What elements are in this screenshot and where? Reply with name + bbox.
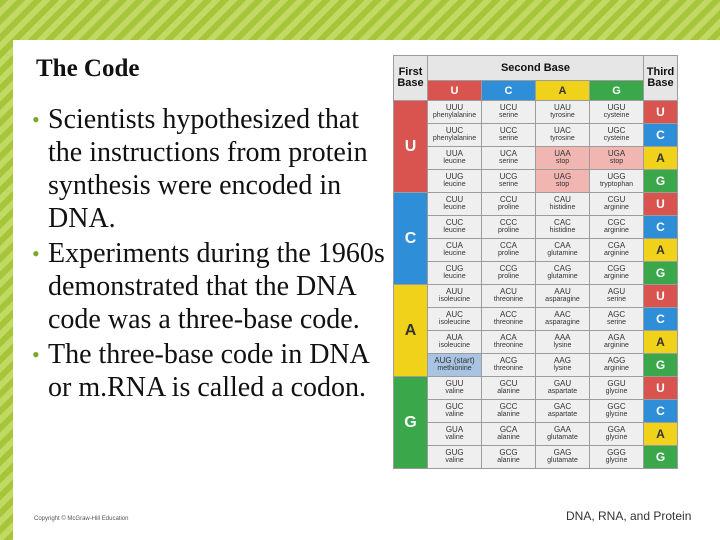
codon-label: GGC	[607, 402, 626, 411]
table-row	[394, 170, 678, 193]
codon-label: UCU	[499, 103, 518, 112]
third-base-g: G	[644, 262, 678, 285]
table-row	[394, 216, 678, 239]
codon-cell	[536, 147, 590, 170]
amino-acid-label: valine	[445, 434, 464, 441]
codon-label: GUA	[445, 425, 464, 434]
codon-label: UCG	[499, 172, 518, 181]
codon-cell	[482, 170, 536, 193]
codon-cell	[536, 423, 590, 446]
codon-label: ACA	[500, 333, 517, 342]
codon-cell	[536, 377, 590, 400]
codon-label: UAC	[554, 126, 571, 135]
codon-cell	[428, 239, 482, 262]
codon-label: GCA	[499, 425, 518, 434]
amino-acid-label: aspartate	[547, 411, 578, 418]
codon-cell	[590, 331, 644, 354]
codon-label: AUC	[446, 310, 463, 319]
amino-acid-label: serine	[606, 296, 627, 303]
codon-cell	[536, 101, 590, 124]
codon-label: AGC	[607, 310, 626, 319]
codon-label: UCA	[500, 149, 517, 158]
codon-label: CCG	[499, 264, 518, 273]
bullet-list	[30, 103, 390, 406]
amino-acid-label: stop	[609, 158, 624, 165]
codon-label: UCC	[499, 126, 518, 135]
amino-acid-label: proline	[497, 273, 519, 280]
bullet-dot-icon: •	[32, 241, 40, 266]
table-row	[394, 377, 678, 400]
codon-cell	[590, 124, 644, 147]
amino-acid-label: aspartate	[547, 388, 578, 395]
codon-label: UUG	[445, 172, 464, 181]
codon-cell	[428, 423, 482, 446]
codon-label: CCU	[499, 195, 518, 204]
codon-cell	[536, 262, 590, 285]
third-base-g: G	[644, 354, 678, 377]
table-row	[394, 239, 678, 262]
amino-acid-label: cysteine	[603, 112, 630, 119]
amino-acid-label: proline	[497, 250, 519, 257]
codon-label: UGU	[607, 103, 626, 112]
amino-acid-label: leucine	[443, 227, 466, 234]
codon-label: CUA	[446, 241, 463, 250]
amino-acid-label: arginine	[604, 273, 629, 280]
codon-label: UGG	[607, 172, 626, 181]
codon-cell	[482, 446, 536, 469]
bullet-text: Experiments during the 1960s demonstrated that the DNA code was a three-base code.	[48, 238, 385, 335]
amino-acid-label: threonine	[493, 342, 524, 349]
amino-acid-label: histidine	[549, 204, 576, 211]
amino-acid-label: histidine	[549, 227, 576, 234]
codon-label: CUU	[445, 195, 464, 204]
amino-acid-label: glutamine	[547, 250, 578, 257]
amino-acid-label: asparagine	[545, 296, 580, 303]
bullet-dot-icon: •	[32, 107, 40, 132]
amino-acid-label: alanine	[497, 457, 520, 464]
codon-label: ACU	[500, 287, 517, 296]
codon-cell	[590, 147, 644, 170]
amino-acid-label: glycine	[605, 434, 628, 441]
codon-cell	[536, 170, 590, 193]
third-base-c: C	[644, 124, 678, 147]
codon-cell	[590, 423, 644, 446]
codon-label: GUC	[445, 402, 464, 411]
codon-cell	[428, 193, 482, 216]
amino-acid-label: arginine	[604, 365, 629, 372]
slide-title: The Code	[36, 55, 140, 82]
third-base-g: G	[644, 446, 678, 469]
codon-cell	[482, 308, 536, 331]
codon-cell	[536, 216, 590, 239]
codon-cell	[536, 354, 590, 377]
codon-label: UGA	[607, 149, 626, 158]
codon-cell	[590, 354, 644, 377]
codon-label: AGU	[607, 287, 626, 296]
codon-label: CUC	[445, 218, 464, 227]
table-row	[394, 446, 678, 469]
bullet-item	[30, 338, 390, 404]
amino-acid-label: arginine	[604, 250, 629, 257]
codon-label: CAG	[553, 264, 572, 273]
codon-label: CCC	[499, 218, 518, 227]
codon-cell	[428, 308, 482, 331]
codon-cell	[482, 331, 536, 354]
third-base-a: A	[644, 423, 678, 446]
codon-label: UGC	[607, 126, 626, 135]
codon-cell	[590, 446, 644, 469]
codon-label: GCU	[499, 379, 518, 388]
table-row	[394, 331, 678, 354]
amino-acid-label: glutamate	[547, 434, 578, 441]
codon-cell	[428, 262, 482, 285]
amino-acid-label: methionine	[437, 365, 472, 372]
first-base-c: C	[394, 193, 428, 285]
genetic-code-table	[393, 55, 678, 469]
second-base-g: G	[590, 81, 644, 101]
amino-acid-label: cysteine	[603, 135, 630, 142]
second-base-u: U	[428, 81, 482, 101]
third-base-c: C	[644, 308, 678, 331]
amino-acid-label: glutamine	[547, 273, 578, 280]
codon-label: CGU	[607, 195, 626, 204]
third-base-u: U	[644, 377, 678, 400]
codon-label: UAU	[554, 103, 571, 112]
amino-acid-label: glutamate	[547, 457, 578, 464]
amino-acid-label: leucine	[443, 204, 466, 211]
table-row	[394, 354, 678, 377]
table-row	[394, 147, 678, 170]
codon-cell	[590, 193, 644, 216]
amino-acid-label: proline	[497, 227, 519, 234]
amino-acid-label: valine	[445, 457, 464, 464]
codon-label: AUA	[446, 333, 463, 342]
codon-cell	[482, 377, 536, 400]
codon-label: CUG	[445, 264, 464, 273]
codon-label: CGC	[607, 218, 626, 227]
amino-acid-label: threonine	[493, 296, 524, 303]
table-row	[394, 308, 678, 331]
amino-acid-label: serine	[606, 319, 627, 326]
codon-label: CCA	[500, 241, 517, 250]
third-base-c: C	[644, 400, 678, 423]
codon-label: GAA	[554, 425, 571, 434]
codon-label: AAU	[554, 287, 571, 296]
amino-acid-label: tyrosine	[550, 112, 575, 119]
codon-cell	[428, 354, 482, 377]
codon-label: GAG	[553, 448, 572, 457]
codon-cell	[428, 285, 482, 308]
codon-label: ACC	[500, 310, 517, 319]
codon-cell	[536, 308, 590, 331]
first-base-g: G	[394, 377, 428, 469]
codon-cell	[536, 400, 590, 423]
amino-acid-label: isoleucine	[438, 319, 471, 326]
first-base-a: A	[394, 285, 428, 377]
codon-cell	[590, 101, 644, 124]
codon-label: UUU	[445, 103, 464, 112]
table-row	[394, 423, 678, 446]
third-base-c: C	[644, 216, 678, 239]
amino-acid-label: tryptophan	[599, 181, 634, 188]
table-row	[394, 262, 678, 285]
codon-cell	[590, 285, 644, 308]
codon-label: AGA	[608, 333, 625, 342]
amino-acid-label: proline	[497, 204, 519, 211]
footer-title: DNA, RNA, and Protein	[566, 509, 692, 523]
amino-acid-label: glycine	[605, 457, 628, 464]
amino-acid-label: phenylalanine	[432, 135, 477, 142]
codon-cell	[428, 170, 482, 193]
codon-label: GGA	[607, 425, 626, 434]
amino-acid-label: arginine	[604, 227, 629, 234]
amino-acid-label: valine	[445, 388, 464, 395]
codon-cell	[428, 147, 482, 170]
codon-label: UAA	[554, 149, 571, 158]
codon-cell	[428, 377, 482, 400]
amino-acid-label: valine	[445, 411, 464, 418]
codon-cell	[536, 446, 590, 469]
amino-acid-label: stop	[555, 158, 570, 165]
amino-acid-label: lysine	[553, 365, 572, 372]
codon-label: GAC	[553, 402, 572, 411]
amino-acid-label: isoleucine	[438, 342, 471, 349]
codon-cell	[428, 216, 482, 239]
codon-label: UAG	[553, 172, 572, 181]
amino-acid-label: glycine	[605, 411, 628, 418]
bullet-text: Scientists hypothesized that the instructions from protein synthesis were encoded in DNA.	[48, 104, 368, 234]
amino-acid-label: glycine	[605, 388, 628, 395]
codon-cell	[590, 262, 644, 285]
amino-acid-label: alanine	[497, 434, 520, 441]
codon-label: GGU	[607, 379, 626, 388]
codon-label: GCG	[499, 448, 518, 457]
amino-acid-label: alanine	[497, 411, 520, 418]
table-row	[394, 285, 678, 308]
codon-cell	[482, 423, 536, 446]
amino-acid-label: serine	[498, 112, 519, 119]
codon-label: UUC	[445, 126, 464, 135]
third-base-header: Third Base	[644, 56, 678, 101]
codon-cell	[590, 216, 644, 239]
codon-cell	[482, 400, 536, 423]
amino-acid-label: isoleucine	[438, 296, 471, 303]
codon-cell	[482, 216, 536, 239]
codon-label: CGA	[607, 241, 626, 250]
codon-label: GUG	[445, 448, 464, 457]
bullet-dot-icon: •	[32, 342, 40, 367]
amino-acid-label: serine	[498, 158, 519, 165]
codon-label: AAC	[554, 310, 571, 319]
amino-acid-label: leucine	[443, 181, 466, 188]
bullet-item	[30, 237, 390, 336]
codon-label: CAU	[554, 195, 571, 204]
codon-cell	[590, 377, 644, 400]
codon-label: CAA	[554, 241, 571, 250]
codon-cell	[590, 400, 644, 423]
amino-acid-label: arginine	[604, 342, 629, 349]
amino-acid-label: arginine	[604, 204, 629, 211]
codon-label: ACG	[499, 356, 518, 365]
codon-cell	[590, 239, 644, 262]
amino-acid-label: leucine	[443, 158, 466, 165]
table-row	[394, 193, 678, 216]
table-row	[394, 124, 678, 147]
codon-cell	[428, 101, 482, 124]
third-base-u: U	[644, 101, 678, 124]
second-base-c: C	[482, 81, 536, 101]
copyright-text: Copyright © McGraw-Hill Education	[34, 516, 129, 522]
third-base-g: G	[644, 170, 678, 193]
codon-cell	[482, 101, 536, 124]
second-base-header: Second Base	[428, 56, 644, 81]
amino-acid-label: phenylalanine	[432, 112, 477, 119]
codon-label: AUG (start)	[434, 356, 475, 365]
second-base-a: A	[536, 81, 590, 101]
codon-cell	[428, 331, 482, 354]
codon-cell	[482, 285, 536, 308]
amino-acid-label: threonine	[493, 319, 524, 326]
third-base-a: A	[644, 147, 678, 170]
codon-label: GCC	[499, 402, 518, 411]
codon-cell	[536, 124, 590, 147]
amino-acid-label: threonine	[493, 365, 524, 372]
codon-label: UUA	[446, 149, 463, 158]
codon-cell	[536, 331, 590, 354]
bullet-item	[30, 103, 390, 235]
first-base-header: First Base	[394, 56, 428, 101]
amino-acid-label: serine	[498, 135, 519, 142]
amino-acid-label: leucine	[443, 250, 466, 257]
codon-cell	[428, 400, 482, 423]
codon-cell	[482, 193, 536, 216]
codon-label: GAU	[553, 379, 572, 388]
amino-acid-label: lysine	[553, 342, 572, 349]
third-base-u: U	[644, 285, 678, 308]
codon-cell	[482, 124, 536, 147]
amino-acid-label: tyrosine	[550, 135, 575, 142]
codon-cell	[482, 147, 536, 170]
table-row	[394, 101, 678, 124]
first-base-u: U	[394, 101, 428, 193]
third-base-a: A	[644, 331, 678, 354]
codon-cell	[482, 262, 536, 285]
amino-acid-label: alanine	[497, 388, 520, 395]
codon-cell	[482, 354, 536, 377]
amino-acid-label: asparagine	[545, 319, 580, 326]
amino-acid-label: stop	[555, 181, 570, 188]
codon-label: GUU	[445, 379, 464, 388]
codon-cell	[536, 285, 590, 308]
codon-cell	[428, 124, 482, 147]
codon-label: GGG	[607, 448, 626, 457]
codon-label: CGG	[607, 264, 626, 273]
amino-acid-label: leucine	[443, 273, 466, 280]
codon-cell	[536, 239, 590, 262]
codon-label: CAC	[554, 218, 571, 227]
codon-cell	[590, 170, 644, 193]
codon-cell	[428, 446, 482, 469]
codon-label: AAG	[554, 356, 571, 365]
third-base-u: U	[644, 193, 678, 216]
amino-acid-label: serine	[498, 181, 519, 188]
third-base-a: A	[644, 239, 678, 262]
codon-label: AUU	[446, 287, 463, 296]
table-row	[394, 400, 678, 423]
codon-label: AGG	[607, 356, 626, 365]
codon-cell	[590, 308, 644, 331]
codon-cell	[482, 239, 536, 262]
codon-label: AAA	[554, 333, 571, 342]
codon-cell	[536, 193, 590, 216]
bullet-text: The three-base code in DNA or m.RNA is called a codon.	[48, 339, 369, 403]
